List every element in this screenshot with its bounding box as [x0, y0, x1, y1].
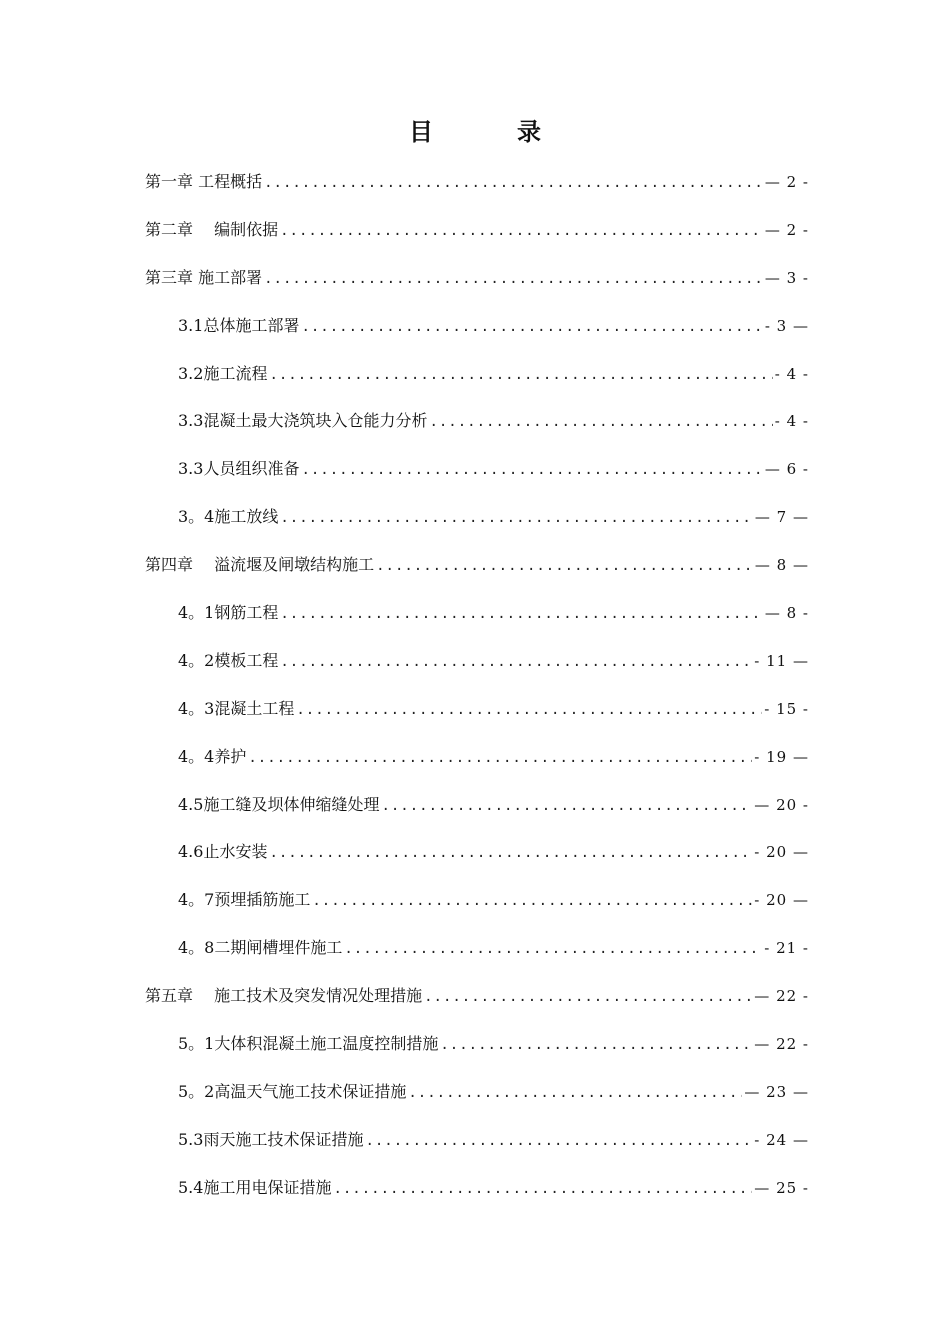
toc-dot-leader — [365, 1125, 752, 1157]
toc-entry-label: 3.3混凝土最大浇筑块入仓能力分析 — [178, 411, 428, 431]
toc-dot-leader — [269, 837, 752, 869]
toc-entry-page-number: - 15 - — [764, 699, 809, 718]
toc-dot-leader — [280, 646, 752, 678]
toc-entry-label: 4。3混凝土工程 — [178, 698, 295, 718]
toc-entry[interactable] — [145, 932, 809, 980]
toc-entry-page-number: — 20 - — [754, 795, 809, 814]
toc-entry-page-number: - 21 - — [764, 939, 809, 958]
toc-entry-label: 4。7预埋插筋施工 — [178, 890, 311, 910]
toc-entry-page-number: - 24 — — [754, 1130, 809, 1149]
toc-entry-page-number: — 8 - — [764, 604, 809, 623]
toc-entry[interactable] — [145, 1028, 809, 1076]
toc-entry-page-number: — 3 - — [764, 268, 809, 287]
toc-dot-leader — [333, 1173, 752, 1205]
toc-entry-label: 5。1大体积混凝土施工温度控制措施 — [178, 1034, 439, 1054]
toc-entry-page-number: — 2 - — [764, 220, 809, 239]
toc-entry-page-number: — 8 — — [754, 556, 809, 575]
toc-title: 目 录 — [409, 117, 571, 146]
toc-dot-leader — [280, 215, 763, 247]
toc-entry-page-number: — 22 - — [754, 987, 809, 1006]
toc-dot-leader — [280, 502, 753, 534]
toc-entry-label: 4。1钢筋工程 — [178, 603, 279, 623]
toc-entry-label: 3。4施工放线 — [178, 507, 279, 527]
toc-dot-leader — [264, 167, 763, 199]
toc-entry[interactable] — [145, 453, 809, 501]
toc-dot-leader — [296, 694, 762, 726]
toc-entry[interactable] — [145, 310, 809, 358]
toc-entry[interactable] — [145, 597, 809, 645]
toc-entry-label: 第四章 溢流堰及闸墩结构施工 — [145, 555, 375, 575]
toc-entry-page-number: - 19 — — [754, 747, 809, 766]
toc-entry-page-number: - 11 — — [754, 651, 809, 670]
toc-entry-label: 4。8二期闸槽埋件施工 — [178, 938, 343, 958]
toc-entry-label: 第二章 编制依据 — [145, 219, 279, 239]
toc-entry-page-number: — 2 - — [764, 173, 809, 191]
toc-entry[interactable] — [145, 1076, 809, 1124]
toc-entry-label: 4.5施工缝及坝体伸缩缝处理 — [178, 794, 380, 814]
toc-entry-page-number: - 4 - — [774, 364, 809, 383]
toc-entry-page-number: — 7 — — [754, 508, 809, 527]
toc-dot-leader — [376, 550, 753, 582]
toc-entry-page-number: - 20 — — [754, 891, 809, 910]
toc-entry-label: 5.4施工用电保证措施 — [178, 1177, 332, 1197]
toc-entry[interactable] — [145, 262, 809, 310]
toc-dot-leader — [381, 790, 752, 822]
toc-entry-page-number: — 23 — — [744, 1082, 809, 1101]
toc-entry[interactable] — [145, 358, 809, 406]
toc-entry[interactable] — [145, 1172, 809, 1220]
toc-entry-label: 第五章 施工技术及突发情况处理措施 — [145, 986, 423, 1006]
toc-dot-leader — [440, 1029, 752, 1061]
toc-entry-label: 第三章 施工部署 — [145, 267, 263, 287]
toc-entry[interactable] — [145, 1124, 809, 1172]
toc-entry[interactable] — [145, 884, 809, 932]
toc-entry-label: 4。2模板工程 — [178, 650, 279, 670]
toc-dot-leader — [248, 742, 752, 774]
toc-entry[interactable] — [145, 741, 809, 789]
toc-dot-leader — [269, 359, 772, 391]
table-of-contents — [145, 166, 809, 1220]
toc-entry-label: 5。2高温天气施工技术保证措施 — [178, 1081, 407, 1101]
toc-entry-label: 5.3雨天施工技术保证措施 — [178, 1129, 364, 1149]
toc-dot-leader — [429, 406, 772, 438]
toc-dot-leader — [301, 311, 762, 343]
toc-entry-label: 3.1总体施工部署 — [178, 315, 300, 335]
toc-entry-page-number: - 3 — — [764, 316, 809, 335]
toc-entry-page-number: — 6 - — [764, 460, 809, 479]
toc-entry[interactable] — [145, 645, 809, 693]
toc-dot-leader — [301, 454, 762, 486]
toc-entry-label: 第一章 工程概括 — [145, 172, 263, 191]
toc-entry[interactable] — [145, 980, 809, 1028]
toc-entry-label: 4.6止水安装 — [178, 842, 268, 862]
toc-entry[interactable] — [145, 214, 809, 262]
toc-dot-leader — [424, 981, 752, 1013]
toc-dot-leader — [312, 885, 752, 917]
toc-entry[interactable] — [145, 166, 809, 214]
toc-entry[interactable] — [145, 789, 809, 837]
toc-dot-leader — [408, 1077, 742, 1109]
toc-entry-page-number: — 25 - — [754, 1178, 809, 1197]
toc-entry-page-number: — 22 - — [754, 1035, 809, 1054]
toc-dot-leader — [280, 598, 762, 630]
toc-dot-leader — [264, 263, 763, 295]
toc-entry-label: 3.3人员组织准备 — [178, 459, 300, 479]
toc-entry[interactable] — [145, 836, 809, 884]
toc-dot-leader — [344, 933, 762, 965]
toc-entry-page-number: - 20 — — [754, 843, 809, 862]
toc-entry[interactable] — [145, 549, 809, 597]
toc-entry[interactable] — [145, 405, 809, 453]
toc-entry-page-number: - 4 - — [774, 412, 809, 431]
toc-entry-label: 3.2施工流程 — [178, 363, 268, 383]
toc-entry[interactable] — [145, 693, 809, 741]
toc-entry[interactable] — [145, 501, 809, 549]
toc-entry-label: 4。4养护 — [178, 746, 247, 766]
